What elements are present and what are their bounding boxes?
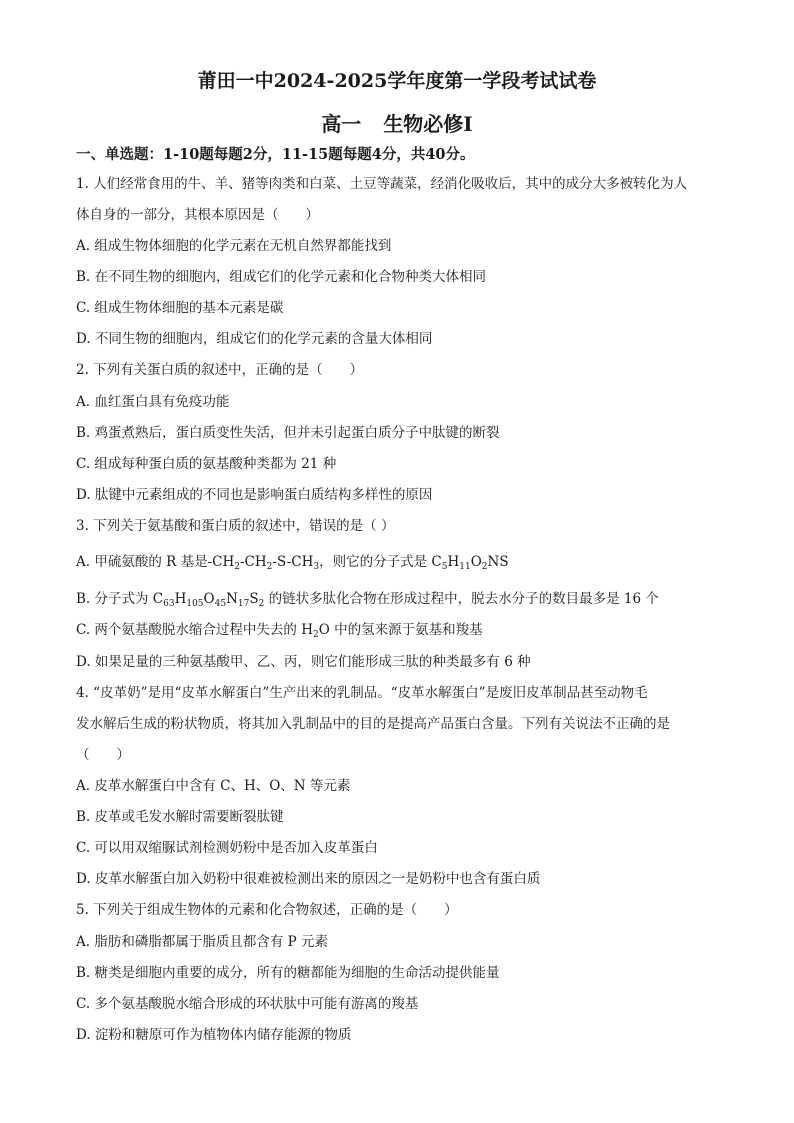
q4-option-d: D. 皮革水解蛋白加入奶粉中很难被检测出来的原因之一是奶粉中也含有蛋白质 <box>76 871 541 887</box>
q2-stem: 2. 下列有关蛋白质的叙述中，正确的是（ ） <box>76 362 364 378</box>
q1-option-b: B. 在不同生物的细胞内，组成它们的化学元素和化合物种类大体相同 <box>76 269 487 285</box>
grade-label: 高一 <box>321 112 362 136</box>
q5-option-a: A. 脂肪和磷脂都属于脂质且都含有 P 元素 <box>76 934 328 950</box>
q2-option-b: B. 鸡蛋煮熟后，蛋白质变性失活，但并未引起蛋白质分子中肽键的断裂 <box>76 425 500 441</box>
section-heading: 一、单选题：1-10题每题2分，11-15题每题4分，共40分。 <box>76 146 475 163</box>
q3-option-b: B. 分子式为 $C_{63}H_{105}O_{45}N_{17}S_2$ 的链状多肽化合物在形成过程中，脱去水分子的数目最多是 16 个 <box>76 591 659 609</box>
exam-title: 莆田一中2024-2025学年度第一学段考试试卷 <box>197 70 597 92</box>
q3-stem: 3. 下列关于氨基酸和蛋白质的叙述中，错误的是（ ） <box>76 518 395 534</box>
q4-option-c: C. 可以用双缩脲试剂检测奶粉中是否加入皮革蛋白 <box>76 840 378 856</box>
q1-option-a: A. 组成生物体细胞的化学元素在无机自然界都能找到 <box>76 238 392 254</box>
q1-stem-line-1: 1. 人们经常食用的牛、羊、猪等肉类和白菜、土豆等蔬菜，经消化吸收后，其中的成分大多被转化为人 <box>76 176 688 192</box>
q3-option-d: D. 如果足量的三种氨基酸甲、乙、丙，则它们能形成三肽的种类最多有 6 种 <box>76 654 531 670</box>
q5-stem: 5. 下列关于组成生物体的元素和化合物叙述，正确的是（ ） <box>76 902 458 918</box>
exam-subtitle <box>0 108 794 137</box>
q4-stem-line-2: 发水解后生成的粉状物质，将其加入乳制品中的目的是提高产品蛋白含量。下列有关说法不正确的是 <box>76 716 670 732</box>
q1-option-c: C. 组成生物体细胞的基本元素是碳 <box>76 300 284 316</box>
q1-option-d: D. 不同生物的细胞内，组成它们的化学元素的含量大体相同 <box>76 331 433 347</box>
q3-option-c: C. 两个氨基酸脱水缩合过程中失去的 $H_2O$ 中的氢来源于氨基和羧基 <box>76 622 483 640</box>
q4-stem-line-1: 4. “皮革奶”是用“皮革水解蛋白”生产出来的乳制品。“皮革水解蛋白”是废旧皮革制品甚至动物毛 <box>76 685 648 701</box>
q5-option-b: B. 糖类是细胞内重要的成分，所有的糖都能为细胞的生命活动提供能量 <box>76 965 500 981</box>
q3-option-a: A. 甲硫氨酸的 R 基是$-CH_2-CH_2-S-CH_3$，则它的分子式是 $C_5H_{11}O_2NS$ <box>76 554 509 572</box>
q2-option-a: A. 血红蛋白具有免疫功能 <box>76 394 230 410</box>
subject-label: 生物必修Ⅰ <box>383 112 473 136</box>
q4-stem-line-3: （ ） <box>76 747 130 763</box>
q5-option-d: D. 淀粉和糖原可作为植物体内储存能源的物质 <box>76 1027 352 1043</box>
q4-option-b: B. 皮革或毛发水解时需要断裂肽键 <box>76 809 284 825</box>
q1-stem-line-2: 体自身的一部分，其根本原因是（ ） <box>76 207 319 223</box>
q4-option-a: A. 皮革水解蛋白中含有 C、H、O、N 等元素 <box>76 778 351 794</box>
q2-option-c: C. 组成每种蛋白质的氨基酸种类都为 21 种 <box>76 456 337 472</box>
q5-option-c: C. 多个氨基酸脱水缩合形成的环状肽中可能有游离的羧基 <box>76 996 419 1012</box>
q2-option-d: D. 肽键中元素组成的不同也是影响蛋白质结构多样性的原因 <box>76 487 433 503</box>
